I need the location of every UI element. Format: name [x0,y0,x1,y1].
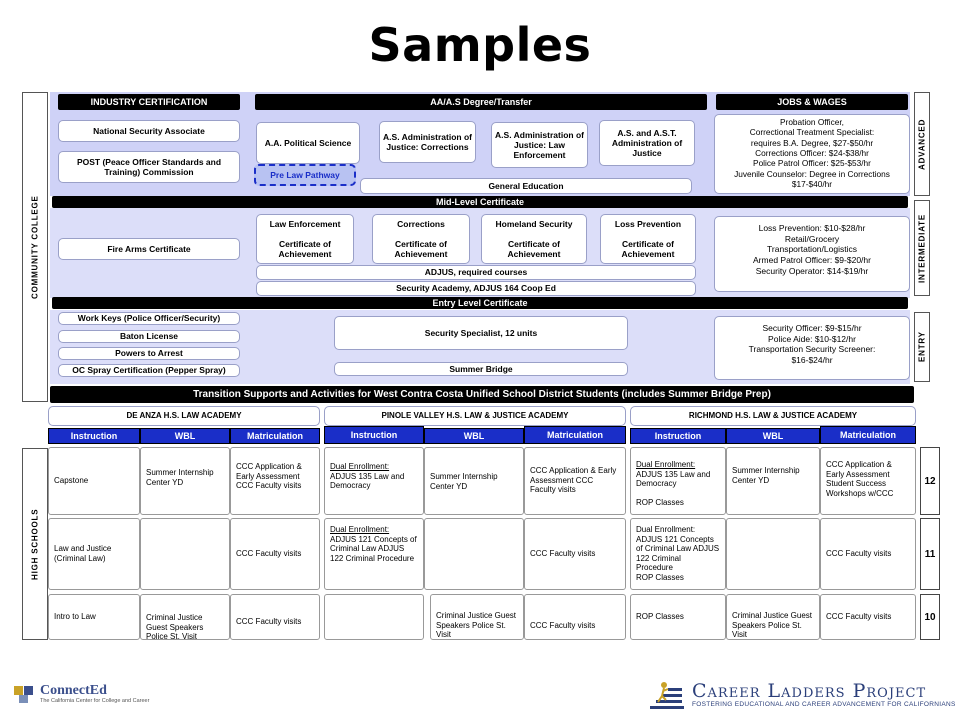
mid-cert [481,214,587,264]
degree-header: AA/A.S Degree/Transfer [255,94,707,110]
jobs-line: Corrections Officer: $24-$38/hr [755,148,869,159]
mid-cert-name: Corrections [397,219,445,229]
jobs-line: Security Officer: $9-$15/hr [762,323,862,333]
degree-item: A.A. Political Science [256,122,360,164]
col-matriculation: Matriculation [230,428,320,444]
hs-cell: Law and Justice (Criminal Law) [48,518,140,590]
hs-cell [324,518,424,590]
hs-cell-text: ADJUS 121 Concepts of Criminal Law ADJUS 122 Criminal Procedure [330,534,417,563]
jobs-line: Armed Patrol Officer: $9-$20/hr [753,254,871,265]
academy-name: PINOLE VALLEY H.S. LAW & JUSTICE ACADEMY [324,406,626,426]
hs-cell-text: ADJUS 135 Law and Democracy [636,469,711,489]
jobs-line: Loss Prevention: $10-$28/hr [758,223,866,233]
jobs-line: requires B.A. Degree, $27-$50/hr [750,137,874,148]
jobs-header: JOBS & WAGES [716,94,908,110]
connected-logo [14,684,149,704]
hs-cell: CCC Application & Early Assessment CCC Faculty visits [524,447,626,515]
hs-cell [424,518,524,590]
industry-cert-item: National Security Associate [58,120,240,142]
hs-cell: Summer Internship Center YD [726,447,820,515]
dual-enrollment-label: Dual Enrollment: [330,462,390,471]
industry-cert-item: Powers to Arrest [58,347,240,360]
jobs-advanced [714,114,910,194]
community-college-frame [22,92,48,402]
jobs-intermediate [714,216,910,292]
hs-cell: Intro to Law [48,594,140,640]
industry-cert-item: POST (Peace Officer Standards and Training) Commission [58,151,240,183]
hs-cell: Criminal Justice Guest Speakers Police St. Visit [726,594,820,640]
hs-cell [324,447,424,515]
col-instruction: Instruction [630,428,726,444]
hs-cell [726,518,820,590]
hs-cell-text: Dual Enrollment: [636,525,696,534]
high-schools-label: HIGH SCHOOLS [30,508,40,580]
mid-cert-name: Loss Prevention [614,219,682,229]
degree-item: A.S. Administration of Justice: Corrections [379,121,476,163]
jobs-line: Police Aide: $10-$12/hr [768,333,856,344]
hs-cell: CCC Faculty visits [524,518,626,590]
connected-logo-icon [14,684,36,704]
hs-cell: ROP Classes [630,594,726,640]
col-wbl: WBL [424,428,524,444]
mid-cert-sub: Certificate of Achievement [621,238,675,259]
grade-10: 10 [920,594,940,640]
hs-cell: CCC Application & Early Assessment CCC Faculty visits [230,447,320,515]
grade-12: 12 [920,447,940,515]
mid-level-header: Mid-Level Certificate [52,196,908,208]
page-title: Samples [368,18,592,72]
level-entry: ENTRY [914,312,930,382]
jobs-line: Probation Officer, [780,117,844,127]
adjus-required: ADJUS, required courses [256,265,696,280]
hs-cell-text: ADJUS 121 Concepts of Criminal Law ADJUS 122 Criminal Procedure [636,534,720,573]
hs-cell [630,518,726,590]
transition-banner: Transition Supports and Activities for West Contra Costa Unified School District Students (includes Summer Bridge Prep) [50,386,914,403]
hs-cell: Capstone [48,447,140,515]
hs-cell: CCC Faculty visits [820,594,916,640]
degree-item: A.S. and A.S.T. Administration of Justice [599,120,695,166]
col-instruction: Instruction [48,428,140,444]
mid-cert-sub: Certificate of Achievement [394,238,448,259]
level-intermediate: INTERMEDIATE [914,200,930,296]
career-ladders-icon [650,680,684,710]
jobs-line: Juvenile Counselor: Degree in Corrections [734,168,890,179]
jobs-line: $16-$24/hr [791,354,833,365]
col-instruction: Instruction [324,426,424,444]
hs-cell [324,594,424,640]
academy-name: RICHMOND H.S. LAW & JUSTICE ACADEMY [630,406,916,426]
general-education: General Education [360,178,692,194]
col-matriculation: Matriculation [524,426,626,444]
mid-cert-name: Law Enforcement [269,219,341,229]
mid-cert-sub: Certificate of Achievement [278,238,332,259]
career-ladders-tagline: FOSTERING EDUCATIONAL AND CAREER ADVANCEMENT FOR CALIFORNIANS [692,701,956,709]
jobs-line: Retail/Grocery [784,233,840,244]
hs-cell-text: ADJUS 135 Law and Democracy [330,471,405,491]
dual-enrollment-label: Dual Enrollment: [636,460,696,469]
entry-level-header: Entry Level Certificate [52,297,908,309]
pre-law-pathway: Pre Law Pathway [254,164,356,186]
hs-cell: CCC Faculty visits [524,594,626,640]
industry-cert-item: Fire Arms Certificate [58,238,240,260]
jobs-line: Transportation/Logistics [767,244,857,255]
hs-cell: Summer Internship Center YD [140,447,230,515]
degree-item: A.S. Administration of Justice: Law Enforcement [491,122,588,168]
hs-cell: CCC Faculty visits [230,518,320,590]
col-matriculation: Matriculation [820,426,916,444]
jobs-line: Transportation Security Screener: [748,344,876,355]
mid-cert [372,214,470,264]
jobs-line: Security Operator: $14-$19/hr [755,265,869,276]
mid-cert-sub: Certificate of Achievement [507,238,561,259]
hs-cell: Summer Internship Center YD [424,447,524,515]
hs-cell: CCC Faculty visits [230,594,320,640]
security-specialist: Security Specialist, 12 units [334,316,628,350]
career-ladders-logo [650,680,956,710]
hs-cell: CCC Application & Early Assessment Student Success Workshops w/CCC [820,447,916,515]
summer-bridge: Summer Bridge [334,362,628,376]
mid-cert [600,214,696,264]
rop-classes: ROP Classes [636,572,684,582]
hs-cell [630,447,726,515]
connected-tagline: The California Center for College and Career [40,698,150,704]
jobs-entry [714,316,910,380]
level-advanced: ADVANCED [914,92,930,196]
dual-enrollment-label: Dual Enrollment: [330,525,390,534]
jobs-line: Correctional Treatment Specialist: [749,127,875,138]
jobs-line: Police Patrol Officer: $25-$53/hr [753,158,871,169]
col-wbl: WBL [726,428,820,444]
mid-cert [256,214,354,264]
industry-cert-item: Baton License [58,330,240,343]
academy-name: DE ANZA H.S. LAW ACADEMY [48,406,320,426]
industry-cert-item: OC Spray Certification (Pepper Spray) [58,364,240,377]
grade-11: 11 [920,518,940,590]
jobs-line: $17-$40/hr [791,179,833,190]
community-college-label: COMMUNITY COLLEGE [30,195,40,299]
mid-cert-name: Homeland Security [495,219,573,229]
hs-cell: CCC Faculty visits [820,518,916,590]
connected-logo-text: ConnectEd [40,683,107,698]
industry-cert-header: INDUSTRY CERTIFICATION [58,94,240,110]
hs-cell [140,518,230,590]
rop-classes: ROP Classes [636,498,684,508]
career-ladders-text: Career Ladders Project [692,679,927,702]
hs-cell: Criminal Justice Guest Speakers Police St. Visit [430,594,524,640]
security-academy: Security Academy, ADJUS 164 Coop Ed [256,281,696,296]
col-wbl: WBL [140,428,230,444]
hs-cell: Criminal Justice Guest Speakers Police St. Visit [140,594,230,640]
high-schools-frame [22,448,48,640]
industry-cert-item: Work Keys (Police Officer/Security) [58,312,240,325]
